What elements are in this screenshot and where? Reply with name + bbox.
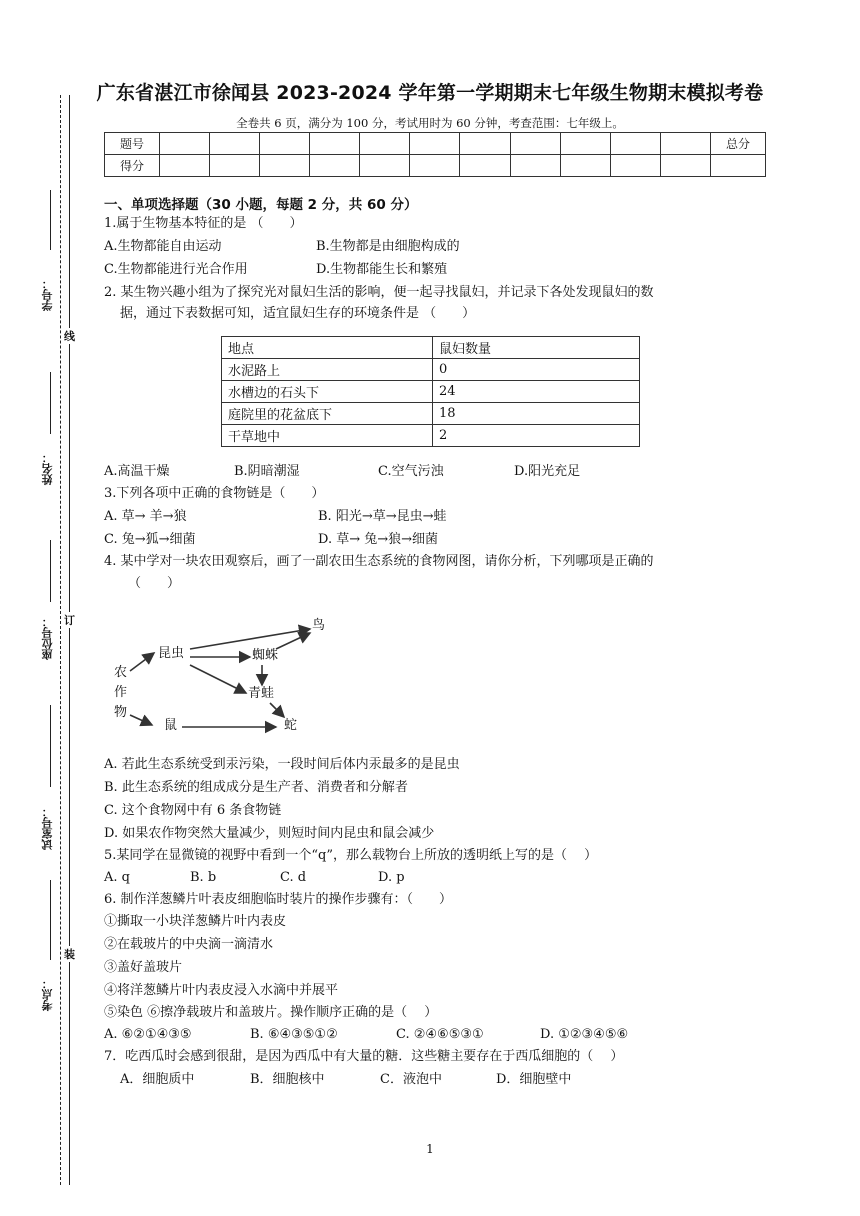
q2-option-c: C.空气污浊 [378, 464, 444, 479]
q3-option-d: D. 草→ 兔→狼→细菌 [318, 532, 439, 547]
margin-cut-word-line: 线 [64, 328, 78, 344]
q6-step-5: ⑤染色 ⑥擦净载玻片和盖玻片。操作顺序正确的是（ ） [104, 1005, 438, 1020]
arrow-frog-snake [270, 703, 284, 717]
margin-cut-word-zhuang: 装 [64, 946, 78, 962]
q5-option-c: C. d [280, 870, 307, 885]
q2-option-b: B.阴暗潮湿 [234, 464, 300, 479]
table-row: 干草地中 2 [222, 425, 640, 447]
margin-solid-line [69, 95, 70, 1185]
q6-option-b: B. ⑥④③⑤①② [250, 1027, 338, 1042]
q6-stem: 6. 制作洋葱鳞片叶表皮细胞临时装片的操作步骤有：（ ） [104, 892, 453, 907]
q4-option-a: A. 若此生态系统受到汞污染，一段时间后体内汞最多的是昆虫 [104, 757, 460, 772]
margin-exam-site-label: 考点： [41, 978, 54, 1011]
node-crop: 农 作 物 [114, 665, 128, 720]
q6-step-3: ③盖好盖玻片 [104, 960, 183, 975]
q5-stem: 5.某同学在显微镜的视野中看到一个“q”，那么载物台上所放的透明纸上写的是（ ） [104, 848, 598, 863]
q6-step-2: ②在载玻片的中央滴一滴清水 [104, 937, 274, 952]
q7-option-a: A．细胞质中 [120, 1072, 195, 1087]
q1-option-d: D.生物都能生长和繁殖 [316, 262, 448, 277]
arrow-insect-frog [190, 665, 246, 693]
q4-stem-line1: 4. 某中学对一块农田观察后，画了一副农田生态系统的食物网图，请你分析，下列哪项是正确的 [104, 554, 654, 569]
node-frog: 青蛙 [248, 686, 275, 701]
q1-option-a: A.生物都能自由运动 [104, 239, 222, 254]
q1-option-b: B.生物都是由细胞构成的 [316, 239, 460, 254]
q6-step-1: ①撕取一小块洋葱鳞片叶内表皮 [104, 914, 287, 929]
score-total-label: 总分 [711, 133, 766, 155]
woodlouse-table [221, 336, 640, 447]
score-got-label: 得分 [105, 155, 160, 177]
q6-option-d: D. ①②③④⑤⑥ [540, 1027, 629, 1042]
q3-option-c: C. 兔→狐→细菌 [104, 532, 196, 547]
margin-room-blank [50, 705, 51, 787]
table-header-place: 地点 [222, 337, 433, 359]
table-header-count: 鼠妇数量 [433, 337, 640, 359]
margin-name-blank [50, 372, 51, 434]
q3-option-b: B. 阳光→草→昆虫→蛙 [318, 509, 447, 524]
arrow-insect-bird [190, 629, 310, 649]
q2-stem-line1: 2. 某生物兴趣小组为了探究光对鼠妇生活的影响，便一起寻找鼠妇，并记录下各处发现鼠妇的数 [104, 285, 654, 300]
arrow-crop-mouse [130, 715, 152, 725]
margin-student-id-label: 学号： [41, 278, 54, 311]
node-spider: 蜘蛛 [252, 648, 279, 663]
margin-name-label: 姓名： [41, 452, 54, 485]
q7-stem: 7．吃西瓜时会感到很甜，是因为西瓜中有大量的糖．这些糖主要存在于西瓜细胞的（ ） [104, 1049, 624, 1064]
arrow-spider-bird [276, 633, 310, 649]
q7-option-c: C．液泡中 [380, 1072, 442, 1087]
q2-stem-line2: 据，通过下表数据可知，适宜鼠妇生存的环境条件是 （ ） [120, 306, 476, 321]
margin-room-label: 试室号： [41, 806, 54, 850]
margin-student-id-blank [50, 190, 51, 250]
q2-option-d: D.阳光充足 [514, 464, 581, 479]
margin-seat-blank [50, 540, 51, 602]
q4-option-c: C. 这个食物网中有 6 条食物链 [104, 803, 282, 818]
score-table [104, 132, 766, 177]
q2-option-a: A.高温干燥 [104, 464, 170, 479]
margin-seat-label: 座位号： [41, 616, 54, 660]
arrow-crop-insect [130, 653, 154, 671]
node-mouse: 鼠 [164, 718, 178, 733]
margin-dashed-line [60, 95, 61, 1185]
q5-option-b: B. b [190, 870, 217, 885]
q3-option-a: A. 草→ 羊→狼 [104, 509, 187, 524]
q5-option-d: D. p [378, 870, 405, 885]
q6-option-c: C. ②④⑥⑤③① [396, 1027, 484, 1042]
exam-title: 广东省湛江市徐闻县 2023-2024 学年第一学期期末七年级生物期末模拟考卷 [96, 82, 764, 104]
node-bird: 鸟 [312, 618, 326, 633]
exam-subtitle: 全卷共 6 页，满分为 100 分，考试用时为 60 分钟，考查范围：七年级上。 [236, 116, 624, 130]
q7-option-b: B．细胞核中 [250, 1072, 325, 1087]
section-heading: 一、单项选择题（30 小题，每题 2 分，共 60 分） [104, 197, 418, 213]
margin-exam-site-blank [50, 880, 51, 960]
food-web-diagram [108, 615, 348, 743]
page-number: 1 [426, 1142, 434, 1156]
node-snake: 蛇 [284, 718, 298, 733]
score-row-label: 题号 [105, 133, 160, 155]
q1-stem: 1.属于生物基本特征的是 （ ） [104, 216, 303, 231]
table-row: 水泥路上 0 [222, 359, 640, 381]
q7-option-d: D．细胞壁中 [496, 1072, 572, 1087]
q4-option-b: B. 此生态系统的组成成分是生产者、消费者和分解者 [104, 780, 408, 795]
q4-option-d: D. 如果农作物突然大量减少，则短时间内昆虫和鼠会减少 [104, 826, 435, 841]
q1-option-c: C.生物都能进行光合作用 [104, 262, 248, 277]
q6-step-4: ④将洋葱鳞片叶内表皮浸入水滴中并展平 [104, 983, 339, 998]
node-insect: 昆虫 [158, 646, 185, 661]
margin-cut-word-ding: 订 [64, 612, 78, 628]
q3-stem: 3.下列各项中正确的食物链是（ ） [104, 486, 325, 501]
table-row: 水槽边的石头下 24 [222, 381, 640, 403]
q5-option-a: A. q [104, 870, 130, 885]
table-row: 庭院里的花盆底下 18 [222, 403, 640, 425]
q6-option-a: A. ⑥②①④③⑤ [104, 1027, 192, 1042]
q4-stem-line2: （ ） [128, 576, 181, 591]
